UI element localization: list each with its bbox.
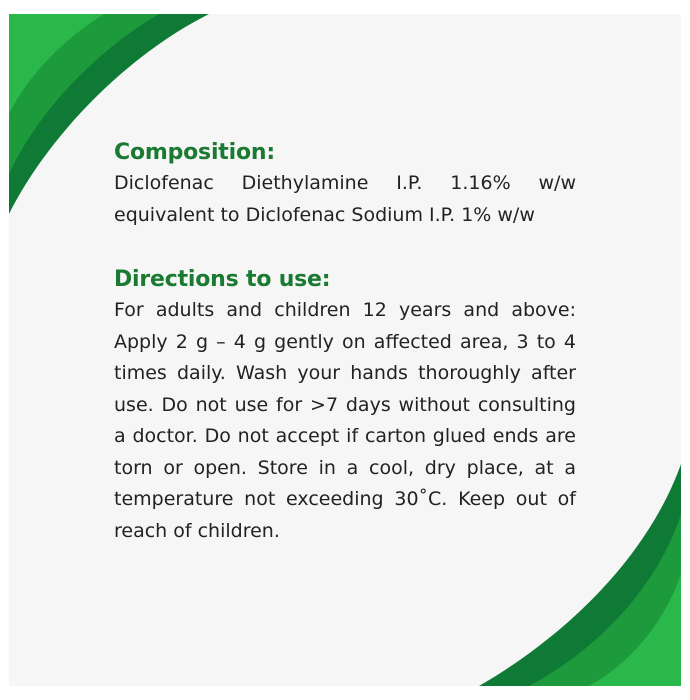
composition-heading: Composition: xyxy=(114,140,275,165)
composition-text: Diclofenac Diethylamine I.P. 1.16% w/w equivalent to Diclofenac Sodium I.P. 1% w/w xyxy=(114,172,576,226)
leaflet-content xyxy=(114,138,576,547)
section-spacer xyxy=(114,231,576,265)
directions-heading: Directions to use: xyxy=(114,267,331,292)
directions-text: For adults and children 12 years and above: Apply 2 g – 4 g gently on affected area, 3 to 4 times daily. Wash your hands thoroughly after use. Do not use for >7 days without consulting a doctor. Do not accept if carton glued ends are torn or open. Store in a cool, dry place, at a temperature not exceeding 30˚C. Keep out of reach of children. xyxy=(114,299,576,542)
leaflet-panel xyxy=(9,14,681,686)
